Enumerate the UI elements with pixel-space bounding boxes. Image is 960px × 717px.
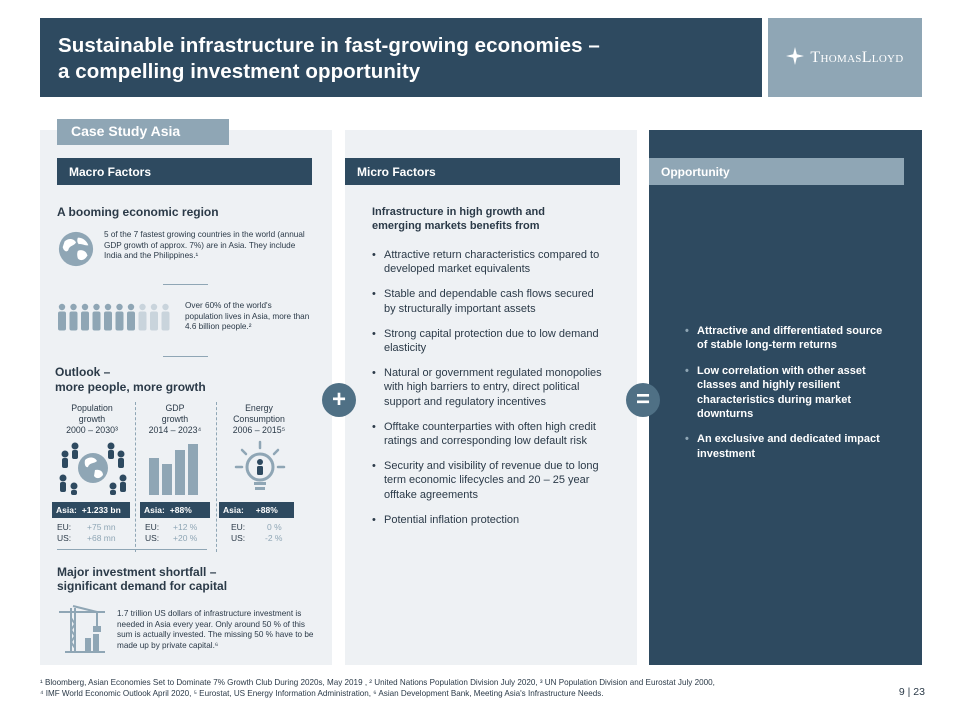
title-line-1: Sustainable infrastructure in fast-growing economies – (58, 34, 600, 57)
person-figure-head (70, 304, 76, 310)
col-title-line: growth (78, 414, 106, 424)
title-line-2: a compelling investment opportunity (58, 60, 421, 83)
plus-icon: + (322, 383, 356, 417)
logo-text: ThomasLloyd (810, 48, 904, 66)
badge-value: +1.233 bn (81, 505, 121, 515)
thomaslloyd-logo (768, 18, 922, 97)
list-item: • Security and visibility of revenue due to long term economic lifecycles and 20 – 25 year offtake agreements (372, 459, 604, 502)
divider (163, 284, 208, 285)
population-regions (57, 522, 116, 544)
outlook-title-line-2: more people, more growth (55, 380, 206, 394)
person-figure-body (81, 312, 89, 331)
macro-factors-bar: Macro Factors (57, 158, 312, 185)
list-item: • Attractive return characteristics compared to developed market equivalents (372, 248, 604, 277)
person-figure-head (82, 304, 88, 310)
region-label: EU: (57, 522, 72, 532)
person-figure-body (127, 312, 135, 331)
energy-asia-badge (219, 502, 294, 518)
shortfall-text: 1.7 trillion US dollars of infrastructure investment is needed in Asia every year. Only around 50 % of this sum is actually invested. The missing 50 % have to be made up by private capital.⁶ (117, 609, 314, 650)
person-figure-head (116, 304, 122, 310)
population-people-icon (57, 303, 175, 331)
region-value: +75 mn (87, 522, 116, 532)
title-banner (40, 18, 762, 97)
person-figure-body (93, 312, 101, 331)
gdp-regions (145, 522, 197, 544)
person-figure-body (139, 312, 147, 331)
person-figure-head (59, 304, 65, 310)
person-figure-head (105, 304, 111, 310)
footnote-line-1: ¹ Bloomberg, Asian Economies Set to Dominate 7% Growth Club During 2020s, May 2019 , ² United Nations Population Division July 2020, ³ UN Population Division and Eurostat July 2000, (40, 678, 715, 687)
col-title-line: GDP (165, 403, 185, 413)
booming-title: A booming economic region (57, 205, 219, 219)
person-figure-body (104, 312, 112, 331)
shortfall-title-line-1: Major investment shortfall – (57, 565, 217, 579)
person-figure-head (139, 304, 145, 310)
population-growth-title (57, 403, 127, 436)
region-label: US: (231, 533, 246, 543)
column-divider (216, 402, 217, 552)
region-value: +68 mn (87, 533, 116, 543)
page-number: 9 | 23 (898, 686, 925, 698)
col-title-line: 2014 – 2023⁴ (148, 425, 202, 435)
region-label: EU: (145, 522, 160, 532)
booming-text: 5 of the 7 fastest growing countries in the world (annual GDP growth of approx. 7%) are in Asia. They include India and the Philippines.¹ (104, 230, 305, 260)
badge-label: Asia: (223, 505, 244, 515)
person-figure-body (70, 312, 78, 331)
col-title-line: Population (71, 403, 113, 413)
person-figure-body (150, 312, 158, 331)
energy-regions (231, 522, 282, 544)
energy-consumption-title (224, 403, 294, 436)
person-figure-head (151, 304, 157, 310)
construction-crane-icon (57, 604, 107, 654)
micro-factors-list (372, 248, 604, 538)
region-label: EU: (231, 522, 246, 532)
opportunity-bar: Opportunity (649, 158, 904, 185)
list-item: • An exclusive and dedicated impact investment (685, 432, 885, 461)
globe-icon (57, 230, 95, 268)
region-value: -2 % (265, 533, 283, 543)
population-text: Over 60% of the world's population lives in Asia, more than 4.6 billion people.² (185, 301, 310, 331)
micro-heading: Infrastructure in high growth and emerging markets benefits from (372, 206, 545, 232)
badge-label: Asia: (56, 505, 77, 515)
footnote-line-2: ⁴ IMF World Economic Outlook April 2020, ⁵ Eurostat, US Energy Information Administration, ⁶ Asian Development Bank, Meeting Asia's Infrastructure Needs. (40, 689, 604, 698)
outlook-title (55, 365, 206, 395)
col-title-line: growth (161, 414, 189, 424)
col-title-line: Energy (245, 403, 273, 413)
person-figure-head (128, 304, 134, 310)
col-title-line: Consumption (233, 414, 285, 424)
case-study-tag: Case Study Asia (57, 119, 229, 145)
world-crowd-icon (57, 440, 129, 495)
list-item: • Low correlation with other asset classes and highly resilient characteristics during market downturns (685, 364, 885, 422)
badge-label: Asia: (144, 505, 165, 515)
list-item: • Offtake counterparties with often high credit ratings and corresponding low default risk (372, 420, 604, 449)
gdp-asia-badge (140, 502, 210, 518)
shortfall-title-line-2: significant demand for capital (57, 579, 228, 593)
gdp-growth-title (140, 403, 210, 436)
divider (163, 356, 208, 357)
region-value: +20 % (173, 533, 198, 543)
region-value: +12 % (173, 522, 198, 532)
person-figure-head (162, 304, 168, 310)
region-label: US: (145, 533, 160, 543)
compass-star-icon (786, 47, 804, 69)
person-figure-body (116, 312, 124, 331)
list-item: • Natural or government regulated monopolies with high barriers to entry, direct political support and regulatory incentives (372, 366, 604, 409)
footnotes (40, 677, 860, 699)
person-figure-body (162, 312, 170, 331)
light-bulb-icon (232, 440, 288, 495)
micro-factors-bar: Micro Factors (345, 158, 620, 185)
region-label: US: (57, 533, 72, 543)
col-title-line: 2000 – 2030³ (66, 425, 118, 435)
divider (57, 549, 207, 550)
badge-value: +88% (255, 505, 278, 515)
badge-value: +88% (169, 505, 192, 515)
equals-icon: = (626, 383, 660, 417)
list-item: • Attractive and differentiated source of stable long-term returns (685, 324, 885, 353)
page-title (58, 33, 744, 85)
column-divider (135, 402, 136, 552)
bar-chart-icon (146, 440, 202, 495)
col-title-line: 2006 – 2015⁵ (232, 425, 286, 435)
person-figure-head (93, 304, 99, 310)
list-item: • Strong capital protection due to low demand elasticity (372, 327, 604, 356)
outlook-title-line-1: Outlook – (55, 365, 111, 379)
list-item: • Stable and dependable cash flows secured by structurally important assets (372, 287, 604, 316)
opportunity-list (685, 324, 885, 472)
person-figure-body (58, 312, 66, 331)
list-item: • Potential inflation protection (372, 513, 604, 527)
region-value: 0 % (267, 522, 282, 532)
population-asia-badge (52, 502, 130, 518)
shortfall-title (57, 565, 227, 593)
